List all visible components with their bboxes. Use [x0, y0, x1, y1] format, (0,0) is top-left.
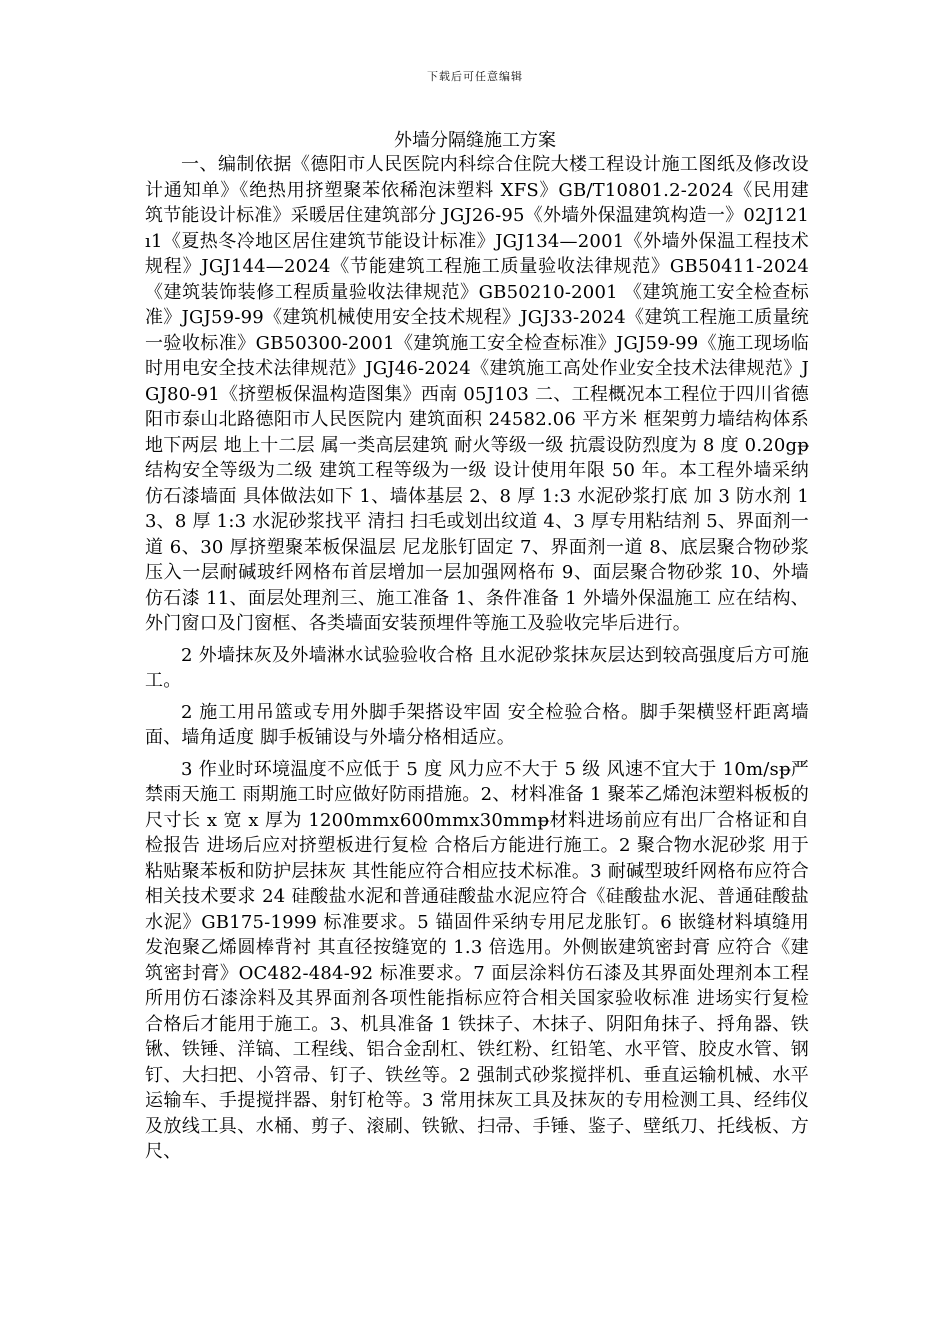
paragraph-3: 2 施工用吊篮或专用外脚手架搭设牢固 安全检验合格。脚手架横竖杆距离墙面、墙角适度 脚手板铺设与外墙分格相适应。 [145, 701, 809, 748]
header-note: 下载后可任意编辑 [427, 70, 523, 83]
paragraph-2: 2 外墙抹灰及外墙淋水试验验收合格 且水泥砂浆抹灰层达到较高强度后方可施工。 [145, 644, 809, 691]
document-body [145, 152, 809, 1171]
document-title: 外墙分隔缝施工方案 [394, 130, 556, 151]
paragraph-1: 一、编制依据《德阳市人民医院内科综合住院大楼工程设计施工图纸及修改设计通知单》《绝热用挤塑聚苯依稀泡沫塑料 XFS》GB/T10801.2-2024《民用建筑节能设计标准》采暖居住建筑部分 JGJ26-95《外墙外保温建筑构造一》02J121ı1《夏热冬冷地区居住建筑节能设计标准》JGJ134—2001《外墙外保温工程技术规程》JGJ144—2024《节能建筑工程施工质量验收法律规范》GB50411-2024《建筑装饰装修工程质量验收法律规范》GB50210-2001 《建筑施工安全检查标准》JGJ59-99《建筑机械使用安全技术规程》JGJ33-2024《建筑工程施工质量统一验收标准》GB50300-2001《建筑施工安全检查标准》JGJ59-99《施工现场临时用电安全技术法律规范》JGJ46-2024《建筑施工高处作业安全技术法律规范》JGJ80-91《挤塑板保温构造图集》西南 05J103 二、工程概况本工程位于四川省德阳市泰山北路德阳市人民医院内 建筑面积 24582.06 平方米 框架剪力墙结构体系 地下两层 地上十二层 属一类高层建筑 耐火等级一级 抗震设防烈度为 8 度 0.20gᵽ结构安全等级为二级 建筑工程等级为一级 设计使用年限 50 年。本工程外墙采纳仿石漆墙面 具体做法如下 1、墙体基层 2、8 厚 1:3 水泥砂浆打底 加 3 防水剂 13、8 厚 1:3 水泥砂浆找平 清扫 扫毛或划出纹道 4、3 厚专用粘结剂 5、界面剂一道 6、30 厚挤塑聚苯板保温层 尼龙胀钉固定 7、界面剂一道 8、底层聚合物砂浆 压入一层耐碱玻纤网格布首层增加一层加强网格布 9、面层聚合物砂浆 10、外墙仿石漆 11、面层处理剂三、施工准备 1、条件准备 1 外墙外保温施工 应在结构、外门窗口及门窗框、各类墙面安装预埋件等施工及验收完毕后进行。 [145, 154, 809, 634]
paragraph-4: 3 作业时环境温度不应低于 5 度 风力应不大于 5 级 风速不宜大于 10m/sᵽ严禁雨天施工 雨期施工时应做好防雨措施。2、材料准备 1 聚苯乙烯泡沫塑料板板的尺寸长 x 宽 x 厚为 1200mmx600mmx30mmᵽ材料进场前应有出厂合格证和自检报告 进场后应对挤塑板进行复检 合格后方能进行施工。2 聚合物水泥砂浆 用于粘贴聚苯板和防护层抹灰 其性能应符合相应技术标准。3 耐碱型玻纤网格布应符合相关技术要求 24 硅酸盐水泥和普通硅酸盐水泥应符合《硅酸盐水泥、普通硅酸盐水泥》GB175-1999 标准要求。5 锚固件采纳专用尼龙胀钉。6 嵌缝材料填缝用发泡聚乙烯圆棒背衬 其直径按缝宽的 1.3 倍选用。外侧嵌建筑密封膏 应符合《建筑密封膏》OC482-484-92 标准要求。7 面层涂料仿石漆及其界面处理剂本工程所用仿石漆涂料及其界面剂各项性能指标应符合相关国家验收标准 进场实行复检 合格后才能用于施工。3、机具准备 1 铁抹子、木抹子、阴阳角抹子、捋角器、铁锹、铁锤、洋镐、工程线、铝合金刮杠、铁红粉、红铅笔、水平管、胶皮水管、钢钉、大扫把、小笤帚、钉子、铁丝等。2 强制式砂浆搅拌机、垂直运输机械、水平运输车、手提搅拌器、射钉枪等。3 常用抹灰工具及抹灰的专用检测工具、经纬仪及放线工具、水桶、剪子、滚刷、铁锨、扫帚、手锤、鉴子、壁纸刀、托线板、方尺、 [145, 758, 809, 1162]
